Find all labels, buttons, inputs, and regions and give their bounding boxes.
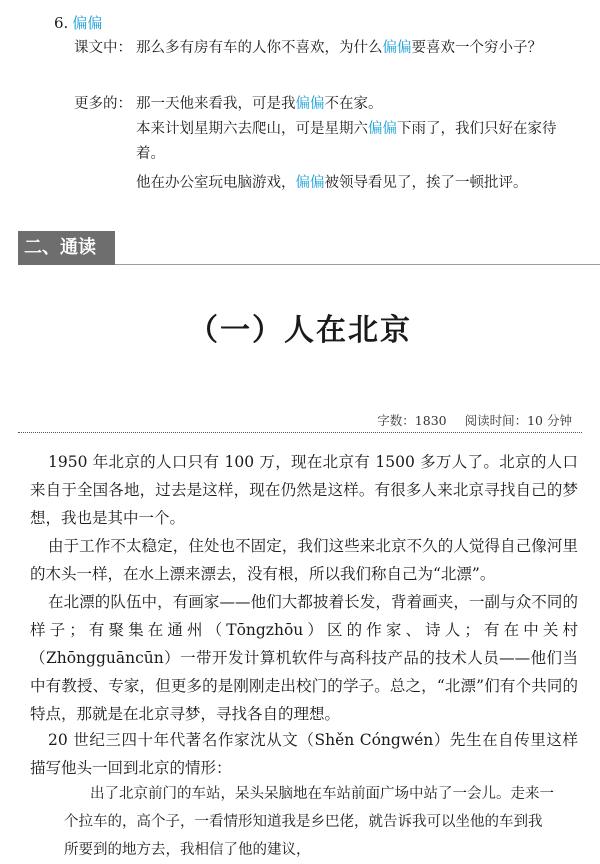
highlighted-word: 偏偏: [368, 121, 397, 137]
example-text: 下雨了，我们只好在家待着。: [136, 121, 557, 162]
vocab-number: 6.: [54, 14, 69, 32]
example-text: 要喜欢一个穷小子？: [411, 40, 542, 56]
section-banner: 二、通读: [18, 231, 115, 265]
highlighted-word: 偏偏: [295, 175, 325, 191]
vocab-word: 偏偏: [72, 14, 103, 32]
paragraph-4: 20 世纪三四十年代著名作家沈从文（Shěn Cóngwén）先生在自传里这样描写他头一回到北京的情形：: [30, 731, 578, 777]
example-text: 不在家。: [324, 96, 383, 112]
reading-time: 阅读时间：10 分钟: [464, 413, 572, 428]
article-title: （一）人在北京: [188, 313, 412, 348]
example-text: 本来计划星期六去爬山，可是星期六: [136, 121, 368, 137]
section-divider: [115, 264, 600, 265]
in-text-label: 课文中：: [74, 40, 132, 56]
paragraph-3: 在北漂的队伍中，有画家——他们大都披着长发，背着画夹，一副与众不同的样子；有聚集在通州（Tōngzhōu）区的作家、诗人；有在中关村（Zhōngguāncūn）一带开发计算机软件与高科技产品的技术人员——他们当中有教授、专家，但更多的是刚刚走出校门的学子。总之，“北漂”们有个共同的特点，那就是在北京寻梦，寻找各自的理想。: [30, 593, 578, 723]
in-text-example: [136, 36, 576, 61]
word-count: 字数：1830: [377, 413, 447, 428]
vocab-heading: [54, 12, 102, 33]
highlighted-word: 偏偏: [295, 96, 325, 112]
example-text: 那么多有房有车的人你不喜欢，为什么: [136, 40, 383, 56]
paragraph-1: 1950 年北京的人口只有 100 万，现在北京有 1500 多万人了。北京的人口来自于全国各地，过去是这样，现在仍然是这样。有很多人来北京寻找自己的梦想，我也是其中一个。: [30, 453, 578, 527]
more-examples-label: 更多的：: [74, 96, 132, 112]
more-example-2: [136, 117, 576, 167]
quote-block: 出了北京前门的车站，呆头呆脑地在车站前面广场中站了一会儿。走来一个拉车的，高个子，一看情形知道我是乡巴佬，就告诉我可以坐他的车到我所要到的地方去，我相信了他的建议，: [64, 786, 554, 858]
paragraph-2: 由于工作不太稳定，住处也不固定，我们这些来北京不久的人觉得自己像河里的木头一样，在水上漂来漂去，没有根，所以我们称自己为“北漂”。: [30, 537, 578, 583]
dotted-divider: [18, 432, 582, 433]
highlighted-word: 偏偏: [382, 40, 412, 56]
example-text: 他在办公室玩电脑游戏，: [136, 175, 296, 191]
more-example-1: [136, 92, 576, 117]
example-text: 被领导看见了，挨了一顿批评。: [324, 175, 528, 191]
more-example-3: [136, 171, 576, 196]
example-text: 那一天他来看我，可是我: [136, 96, 296, 112]
article-meta: [359, 411, 572, 429]
